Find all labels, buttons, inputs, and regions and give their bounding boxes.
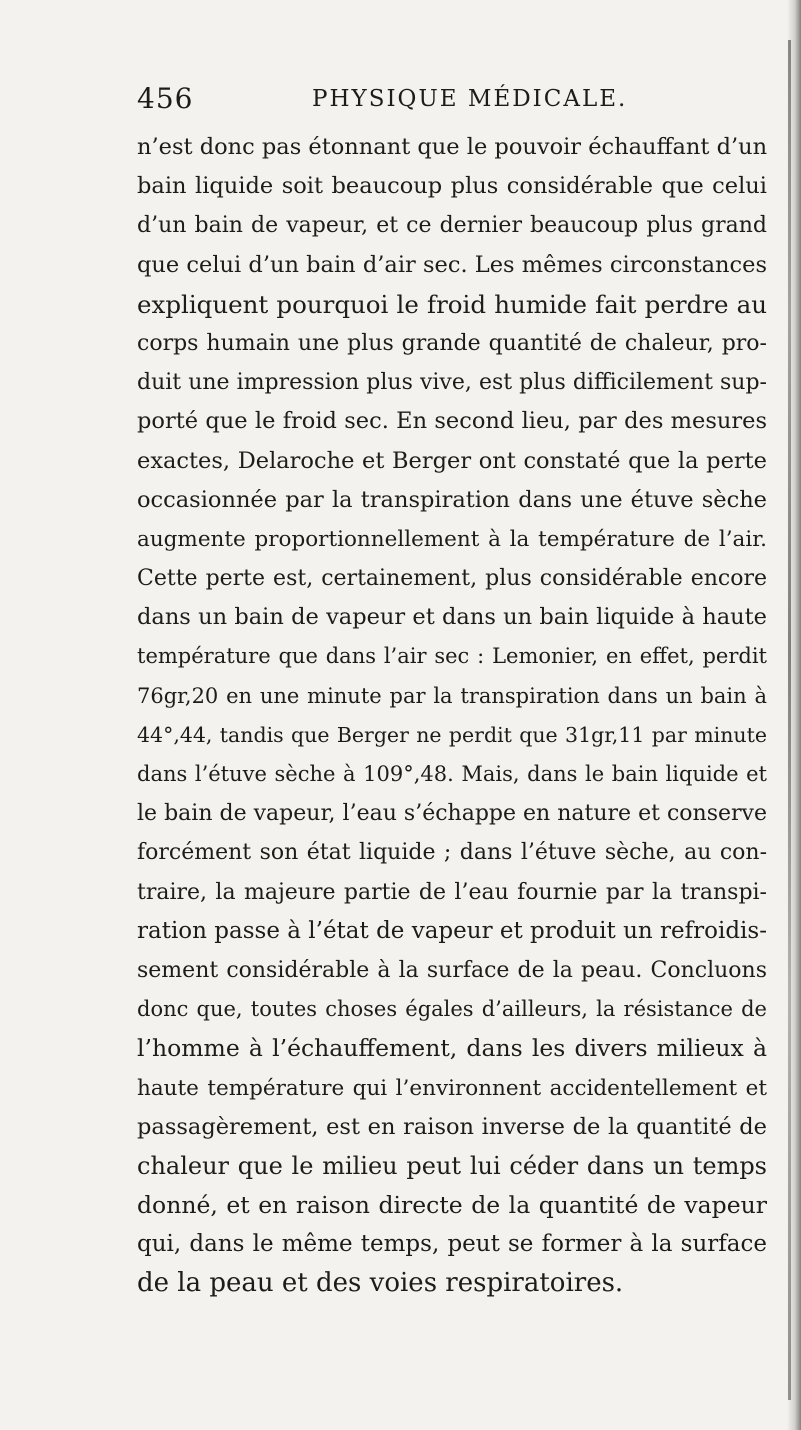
text-line: traire, la majeure partie de l’eau fournie par la transpi- (137, 879, 767, 905)
text-line: ration passe à l’état de vapeur et produit un refroidis- (137, 917, 767, 944)
page-header (137, 82, 767, 122)
text-line: Cette perte est, certainement, plus considérable encore (137, 566, 767, 592)
text-line: température que dans l’air sec : Lemonier, en effet, perdit (137, 644, 767, 669)
text-line: sement considérable à la surface de la peau. Concluons (137, 957, 767, 983)
text-line: n’est donc pas étonnant que le pouvoir échauffant d’un (137, 134, 768, 160)
text-line: que celui d’un bain d’air sec. Les mêmes circonstances (137, 251, 767, 278)
text-line: forcément son état liquide ; dans l’étuve sèche, au con- (137, 840, 767, 866)
text-line: d’un bain de vapeur, et ce dernier beaucoup plus grand (137, 213, 767, 239)
text-line: le bain de vapeur, l’eau s’échappe en nature et conserve (137, 801, 767, 827)
text-line: dans un bain de vapeur et dans un bain liquide à haute (137, 604, 767, 631)
page-number: 456 (137, 82, 194, 115)
text-line: haute température qui l’environnent accidentellement et (137, 1075, 767, 1101)
text-line: 44°,44, tandis que Berger ne perdit que 31gr,11 par minute (137, 722, 767, 747)
text-line: exactes, Delaroche et Berger ont constaté que la perte (137, 447, 767, 474)
text-line: passagèrement, est en raison inverse de la quantité de (137, 1113, 767, 1140)
text-line: l’homme à l’échauffement, dans les divers milieux à (137, 1034, 767, 1063)
text-line: occasionnée par la transpiration dans une étuve sèche (137, 486, 767, 513)
text-line: duit une impression plus vive, est plus difficilement sup- (137, 370, 767, 396)
text-line: augmente proportionnellement à la température de l’air. (137, 526, 767, 552)
text-line: qui, dans le même temps, peut se former à la surface (137, 1231, 767, 1258)
text-line: bain liquide soit beaucoup plus considérable que celui (137, 173, 767, 200)
body-text (137, 128, 767, 1304)
text-line: donc que, toutes choses égales d’ailleurs, la résistance de (137, 997, 767, 1022)
text-line: de la peau et des voies respiratoires. (137, 1268, 624, 1299)
text-line: chaleur que le milieu peut lui céder dans un temps (137, 1151, 767, 1180)
text-line: 76gr,20 en une minute par la transpiration dans un bain à (137, 683, 767, 708)
text-line: corps humain une plus grande quantité de chaleur, pro- (137, 330, 767, 356)
running-head: PHYSIQUE MÉDICALE. (312, 86, 628, 112)
text-line: expliquent pourquoi le froid humide fait perdre au (137, 289, 767, 319)
binding-edge (788, 40, 791, 1400)
text-line: donné, et en raison directe de la quantité de vapeur (137, 1191, 767, 1220)
text-line: dans l’étuve sèche à 109°,48. Mais, dans le bain liquide et (137, 762, 767, 786)
text-line: porté que le froid sec. En second lieu, par des mesures (137, 408, 767, 435)
